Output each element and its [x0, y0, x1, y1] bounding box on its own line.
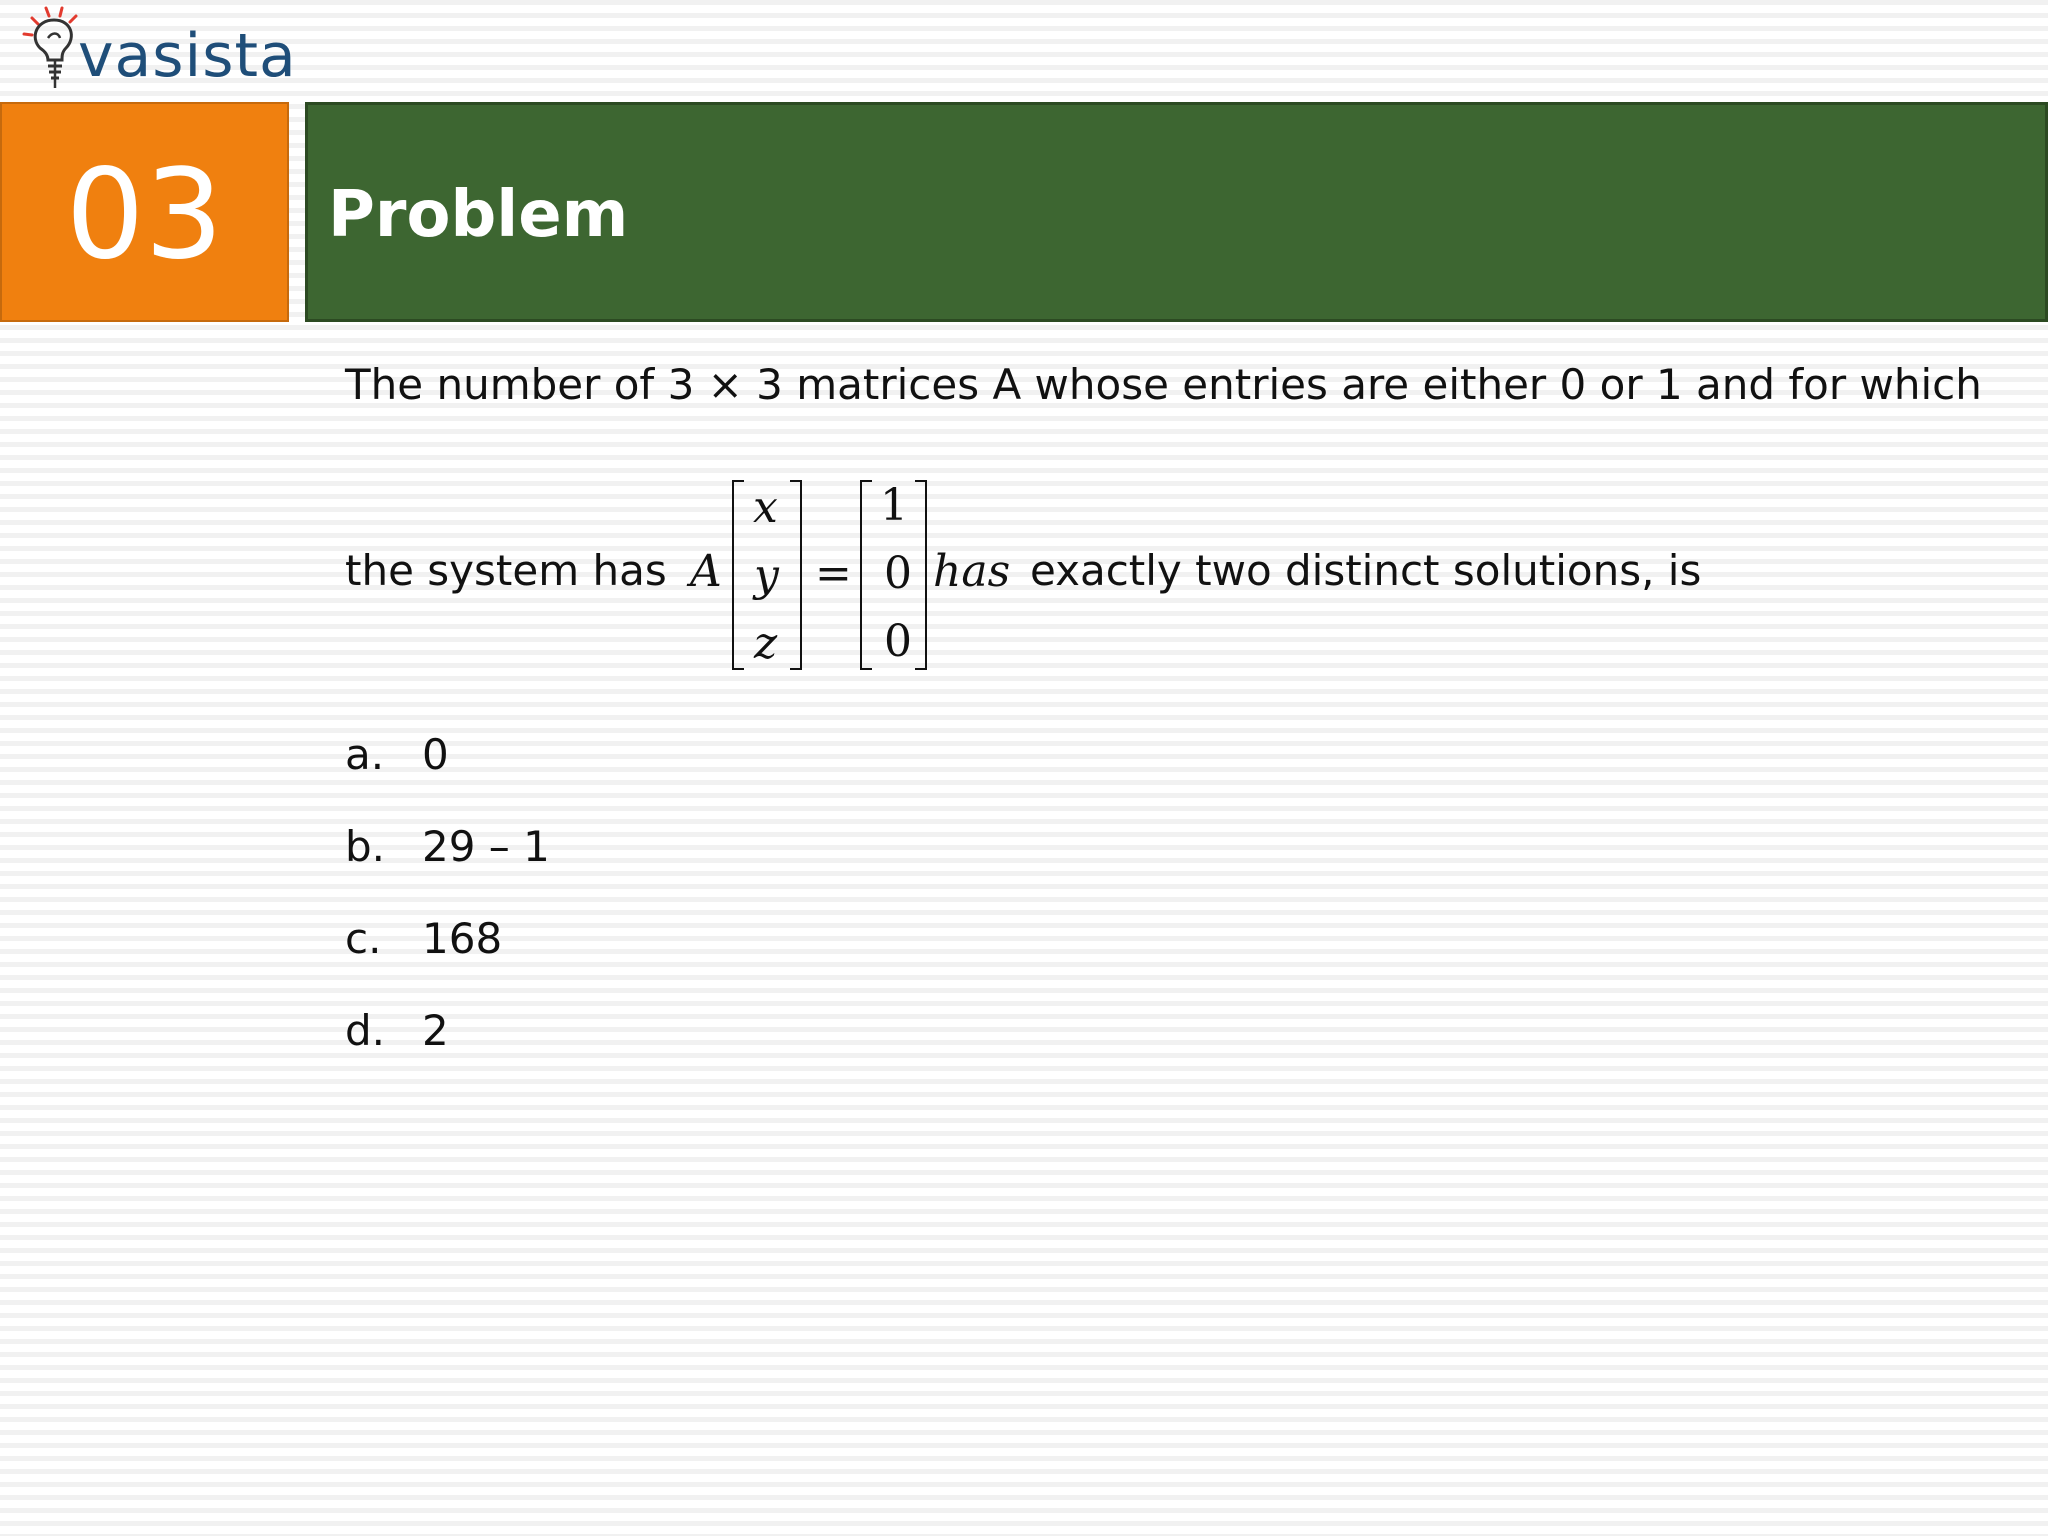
question-line-2 — [345, 466, 2025, 676]
option-letter: a. — [345, 730, 385, 779]
option-letter: c. — [345, 914, 382, 963]
option-b — [345, 822, 550, 871]
vector-entry-y: y — [754, 550, 779, 601]
left-vector-bracket-left — [732, 480, 744, 670]
vector-entry-z: z — [754, 618, 778, 669]
vector-entry-0b: 0 — [884, 616, 912, 667]
vector-entry-0a: 0 — [884, 548, 912, 599]
left-vector-bracket-right — [790, 480, 802, 670]
vector-entry-x: x — [753, 482, 778, 533]
title-bar — [305, 102, 2048, 322]
question-line-2-suffix: exactly two distinct solutions, is — [1030, 546, 1702, 595]
slide-number-block — [0, 102, 289, 322]
option-value: 29 – 1 — [422, 822, 550, 871]
question-line-2-prefix: the system has — [345, 546, 667, 595]
slide-number: 03 — [65, 143, 224, 287]
slide-title: Problem — [328, 178, 629, 252]
option-a — [345, 730, 449, 779]
right-vector-bracket-right — [915, 480, 927, 670]
question-line-1: The number of 3 × 3 matrices A whose entries are either 0 or 1 and for which — [345, 360, 1982, 409]
vector-entry-1: 1 — [880, 480, 908, 531]
option-value: 2 — [422, 1006, 449, 1055]
matrix-symbol: A — [690, 546, 722, 597]
logo-text: vasista — [78, 21, 297, 91]
option-value: 0 — [422, 730, 449, 779]
right-vector-bracket-left — [860, 480, 872, 670]
equals-sign: = — [815, 548, 852, 599]
vasista-logo — [22, 4, 297, 96]
math-word-has: has — [933, 546, 1011, 597]
option-value: 168 — [422, 914, 503, 963]
option-d — [345, 1006, 449, 1055]
option-letter: d. — [345, 1006, 386, 1055]
option-letter: b. — [345, 822, 386, 871]
option-c — [345, 914, 502, 963]
